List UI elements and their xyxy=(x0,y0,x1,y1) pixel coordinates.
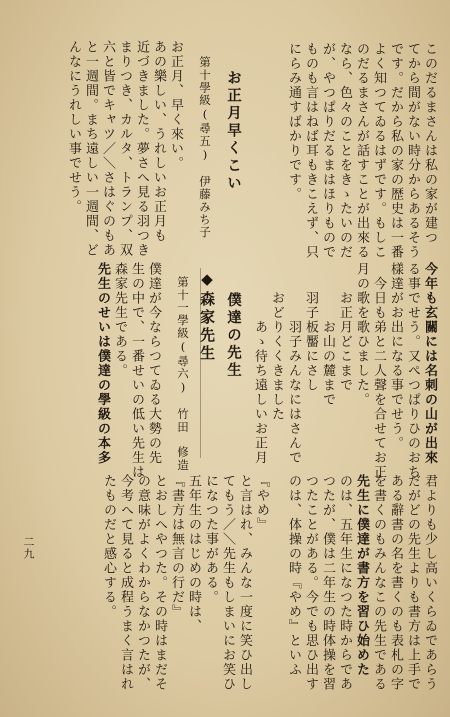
text-column: と一週間。まち遠しい一週間、ど xyxy=(83,40,98,258)
article-heading: ◆森家先生 xyxy=(198,270,216,363)
text-column: にらみ通すばかりです。 xyxy=(286,42,301,202)
text-column: 先生に僕達が書方を習ひ始めた xyxy=(354,474,369,677)
text-column: のだるまさんが話すことが出來る xyxy=(354,42,369,260)
text-column: お山の麓まで xyxy=(320,262,335,407)
article-byline: 第十學級(尋五) 伊藤みち子 xyxy=(198,56,212,239)
text-column: のは、五年生になつた時からであ xyxy=(337,474,352,692)
text-column: だがどの先生よりも書方は上手で xyxy=(405,474,420,692)
text-column: たものだと感心する。 xyxy=(101,474,116,619)
text-column: 樣達がお出になる事でせう。 xyxy=(388,262,403,451)
text-column: る事でせう。又ぺつぱりひのおち xyxy=(405,262,420,480)
text-column: 今考へて見ると成程うまく言はれ xyxy=(118,474,133,692)
text-column: 近づきました。夢さへ見る羽つき xyxy=(134,40,149,258)
text-column: 六と皆でキャツ／＼さはぐのもあ xyxy=(100,40,115,258)
text-column: 今年も玄關には名刺の山が出來 xyxy=(422,262,437,465)
column-divider xyxy=(200,268,201,458)
text-column: 羽子板靨にさし xyxy=(303,262,318,393)
article-byline: 第十一學級(尋六) 竹田 修造 xyxy=(176,276,190,472)
text-column: あの樂しい、うれしいお正月も xyxy=(151,40,166,243)
text-column: よく知つてゐるはずです。もしこ xyxy=(371,42,386,260)
text-column: なら、色々のことをきゝたいのだ xyxy=(337,42,352,260)
text-column: このだるまさんは私の家が建つ xyxy=(422,42,437,245)
text-column: ものも言はねば耳もきこえず、只 xyxy=(303,42,318,260)
page-number: 二九 xyxy=(22,536,35,560)
text-column: 今日も弟と二人聲を合せてお正 xyxy=(371,262,386,480)
article-title: 僕達の先生 xyxy=(225,292,242,380)
text-column: あゝ待ち遠しいお正月 xyxy=(252,262,267,465)
text-column: のは、体操の時『やめ』といふ xyxy=(286,474,301,677)
text-column: になつた事がある。 xyxy=(203,474,218,605)
text-column: 『やめ』 xyxy=(254,474,269,532)
text-column: です。だから私の家の歴史は一番 xyxy=(388,42,403,260)
text-column: 生の中で、一番せいの低い先生は xyxy=(129,262,144,480)
text-column: 羽子みんなにはさんで xyxy=(286,262,301,465)
text-column: てから間がない時分からあるそう xyxy=(405,42,420,260)
text-column: 五年生のはじめの時は、 xyxy=(186,474,201,634)
text-column: 君よりも少し高いくらゐであらう xyxy=(422,474,437,692)
text-column: つたが、僕は二年生の時体操を習 xyxy=(320,474,335,692)
article-title: お正月早くこい xyxy=(225,70,242,193)
text-column: お正月どこまで xyxy=(337,262,352,393)
text-column: 森家先生である。 xyxy=(112,262,127,378)
text-column: 僕達が今ならつてゐる大勢の先 xyxy=(146,262,161,465)
text-column: を書くのもみんなこの先生である xyxy=(371,474,386,692)
text-column: の意味がよくわからなかつたが、 xyxy=(135,474,150,692)
text-column: と言はれ、みんな一度に笑ひ出し xyxy=(237,474,252,692)
text-column: ある辭書の名を書くのも表札の字 xyxy=(388,474,403,692)
text-column: お正月、早く來い。 xyxy=(168,40,183,171)
text-column: まりつき、カルタ、トランプ、双 xyxy=(117,40,132,258)
text-column: てもう／＼先生もしまいにお笑ひ xyxy=(220,474,235,692)
text-column: が、やつぱりだるまはほりもので xyxy=(320,42,335,260)
text-column: んなにうれしい事でせう。 xyxy=(66,40,81,214)
text-column: つたことがある。今でも思ひ出す xyxy=(303,474,318,692)
text-column: 『書方は無言の行だ』 xyxy=(169,474,184,619)
text-column: 先生のせいは僕達の學級の本多 xyxy=(95,262,110,465)
text-column: おどりくくきました xyxy=(269,262,284,422)
text-column: とおしへやつた。その時はまだそ xyxy=(152,474,167,692)
text-column: 月の歌を歌ひました。 xyxy=(354,262,369,407)
